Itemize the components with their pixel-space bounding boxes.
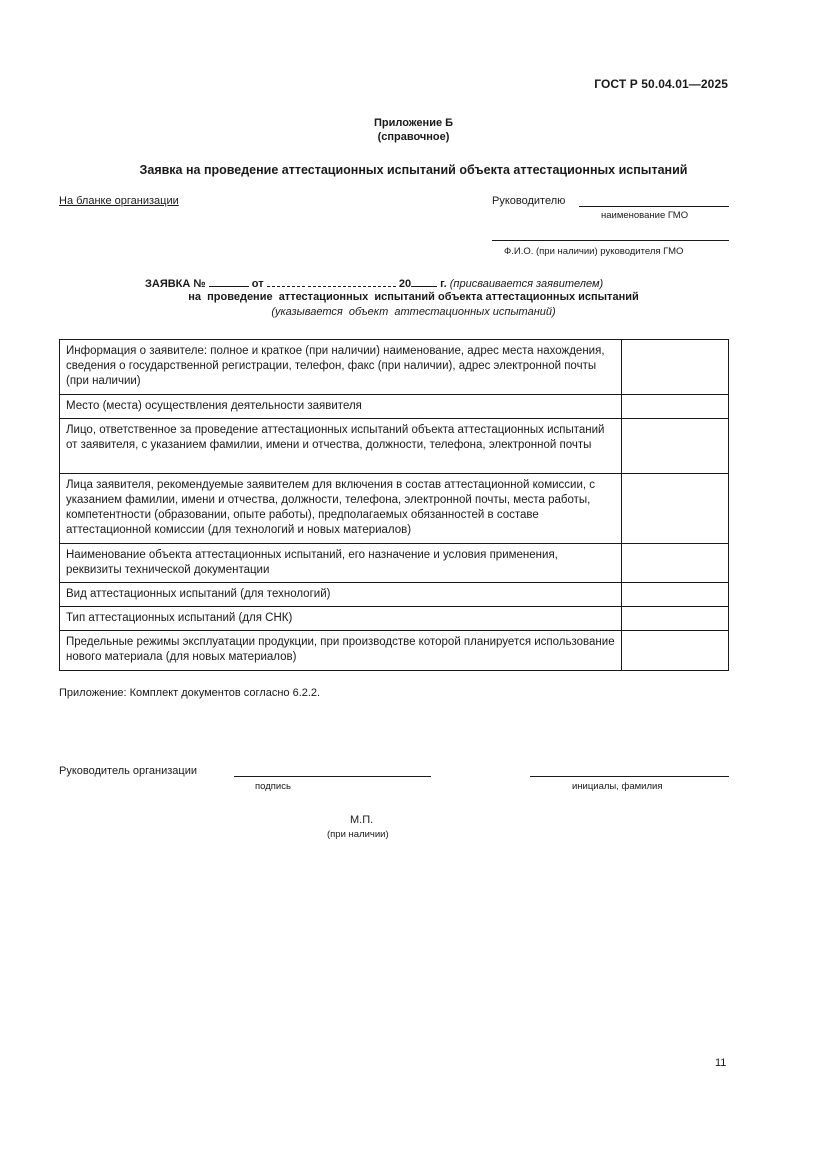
row-label: Лицо, ответственное за проведение аттестационных испытаний объекта аттестационных испытаний от заявителя, с указанием фамилии, имени и отчества, должности, телефона, электронной почты [60, 419, 622, 474]
request-from: от [251, 278, 264, 290]
application-table [59, 339, 729, 671]
request-line [145, 276, 603, 290]
row-value-field[interactable] [622, 474, 729, 544]
table-row [60, 544, 729, 583]
request-year-suffix: г. [440, 278, 447, 290]
row-value-field[interactable] [622, 631, 729, 671]
appendix-title: Приложение Б [373, 117, 454, 129]
table-row [60, 583, 729, 607]
gmo-caption: наименование ГМО [601, 210, 689, 221]
request-subject: на проведение аттестационных испытаний объекта аттестационных испытаний [188, 291, 639, 303]
table-row [60, 419, 729, 474]
request-year-field[interactable] [411, 276, 437, 287]
signature-line[interactable] [234, 776, 431, 777]
request-day-field[interactable] [267, 276, 305, 287]
row-value-field[interactable] [622, 340, 729, 395]
table-row [60, 607, 729, 631]
stamp-label: М.П. [350, 814, 374, 826]
letterhead-label: На бланке организации [59, 195, 179, 207]
name-line[interactable] [530, 776, 729, 777]
request-assigned-note: (присваивается заявителем) [449, 278, 604, 290]
gmo-head-caption: Ф.И.О. (при наличии) руководителя ГМО [504, 246, 684, 257]
request-month-field[interactable] [308, 276, 396, 287]
request-label: ЗАЯВКА № [145, 278, 206, 290]
appendix-subtitle: (справочное) [377, 131, 450, 143]
attachment-note: Приложение: Комплект документов согласно 6.2.2. [59, 687, 321, 699]
standard-code: ГОСТ Р 50.04.01—2025 [594, 77, 728, 91]
row-value-field[interactable] [622, 607, 729, 631]
signature-caption: подпись [255, 781, 291, 792]
row-value-field[interactable] [622, 395, 729, 419]
row-label: Место (места) осуществления деятельности заявителя [60, 395, 622, 419]
row-value-field[interactable] [622, 583, 729, 607]
row-label: Наименование объекта аттестационных испытаний, его назначение и условия применения, реквизиты технической документации [60, 544, 622, 583]
table-row [60, 631, 729, 671]
row-label: Лица заявителя, рекомендуемые заявителем для включения в состав аттестационной комиссии, с указанием фамилии, имени и отчества, должности, телефона, электронной почты, места работы, компетентности (образовании, опыте работы), предполагаемых обязанностей в составе аттестационной комиссии (для технологий и новых материалов) [60, 474, 622, 544]
signature-label: Руководитель организации [59, 765, 198, 777]
request-year-prefix: 20 [398, 278, 412, 290]
gmo-name-line[interactable] [579, 206, 729, 207]
stamp-note: (при наличии) [327, 829, 389, 840]
page-number: 11 [715, 1057, 727, 1069]
row-label: Предельные режимы эксплуатации продукции, при производстве которой планируется использование нового материала (для новых материалов) [60, 631, 622, 671]
row-label: Тип аттестационных испытаний (для СНК) [60, 607, 622, 631]
gmo-head-line[interactable] [492, 240, 729, 241]
table-row [60, 474, 729, 544]
name-caption: инициалы, фамилия [572, 781, 663, 792]
row-label: Вид аттестационных испытаний (для технологий) [60, 583, 622, 607]
addressee-label: Руководителю [492, 195, 566, 207]
table-row [60, 395, 729, 419]
request-subject-note: (указывается объект аттестационных испытаний) [271, 306, 556, 318]
request-number-field[interactable] [209, 276, 249, 287]
table-row [60, 340, 729, 395]
row-value-field[interactable] [622, 544, 729, 583]
row-label: Информация о заявителе: полное и краткое (при наличии) наименование, адрес места нахождения, сведения о государственной регистрации, телефон, факс (при наличии), адрес электронной почты (при наличии) [60, 340, 622, 395]
main-title: Заявка на проведение аттестационных испытаний объекта аттестационных испытаний [139, 163, 688, 177]
row-value-field[interactable] [622, 419, 729, 474]
